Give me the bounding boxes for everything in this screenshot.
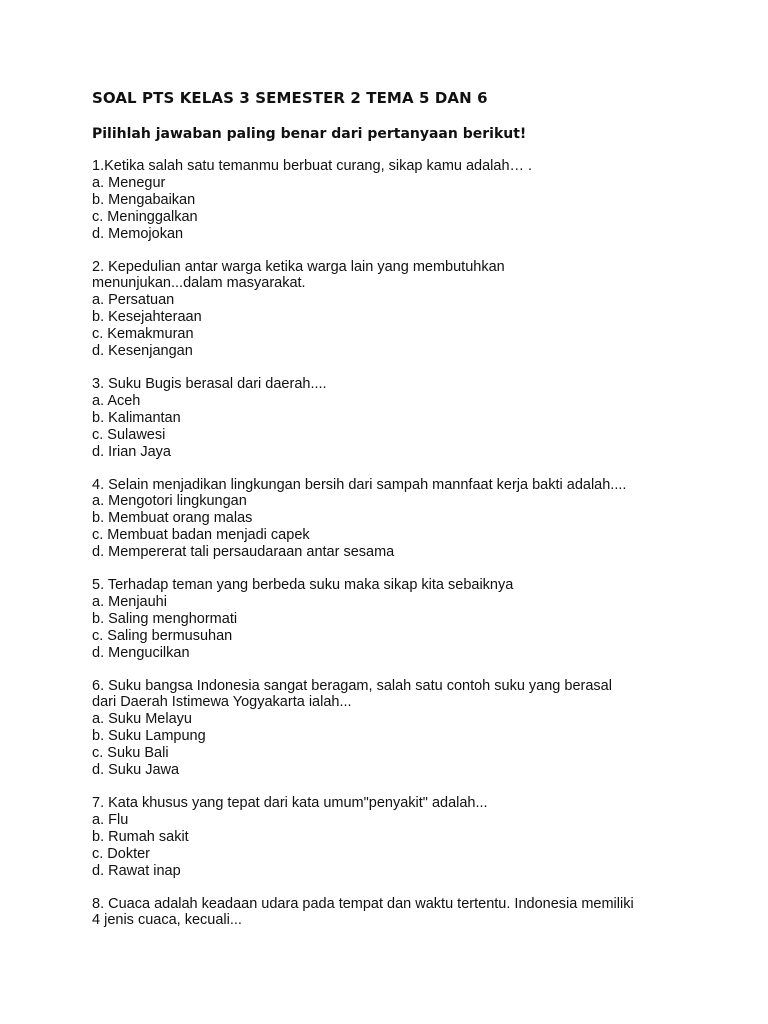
- option-b: b. Kalimantan: [92, 409, 181, 426]
- question-text: 7. Kata khusus yang tepat dari kata umum"penyakit" adalah...: [92, 795, 488, 811]
- option-c: c. Membuat badan menjadi capek: [92, 527, 310, 544]
- question-item: [92, 477, 728, 562]
- option-list: [92, 711, 728, 779]
- question-item: [92, 259, 728, 360]
- question-list: [92, 158, 728, 929]
- option-list: [92, 393, 728, 461]
- option-a: a. Menegur: [92, 174, 166, 191]
- page-title: SOAL PTS KELAS 3 SEMESTER 2 TEMA 5 DAN 6: [92, 89, 488, 107]
- option-b: b. Kesejahteraan: [92, 309, 202, 326]
- question-text: 3. Suku Bugis berasal dari daerah....: [92, 375, 327, 392]
- question-text: 8. Cuaca adalah keadaan udara pada tempat dan waktu tertentu. Indonesia memiliki 4 jenis cuaca, kecuali...: [92, 895, 634, 929]
- option-d: d. Rawat inap: [92, 862, 181, 879]
- option-a: a. Persatuan: [92, 292, 175, 309]
- question-text: 2. Kepedulian antar warga ketika warga lain yang membutuhkan menunjukan...dalam masyarakat.: [92, 258, 505, 292]
- question-item: [92, 577, 728, 662]
- option-b: b. Rumah sakit: [92, 828, 189, 845]
- question-text: 4. Selain menjadikan lingkungan bersih dari sampah mannfaat kerja bakti adalah....: [92, 476, 627, 493]
- question-text: 5. Terhadap teman yang berbeda suku maka sikap kita sebaiknya: [92, 577, 514, 594]
- question-item: [92, 678, 728, 779]
- option-a: a. Menjauhi: [92, 593, 167, 610]
- option-list: [92, 812, 728, 880]
- option-a: a. Suku Melayu: [92, 711, 192, 728]
- option-list: [92, 175, 728, 243]
- instruction-text: Pilihlah jawaban paling benar dari pertanyaan berikut!: [92, 126, 527, 142]
- question-text: 6. Suku bangsa Indonesia sangat beragam, salah satu contoh suku yang berasal dari Daerah Istimewa Yogyakarta ialah...: [92, 677, 612, 711]
- option-list: [92, 594, 728, 662]
- question-item: [92, 158, 728, 243]
- question-item: [92, 376, 728, 461]
- option-d: d. Suku Jawa: [92, 762, 180, 779]
- option-a: a. Flu: [92, 811, 129, 828]
- option-list: [92, 292, 728, 360]
- question-item: [92, 795, 728, 880]
- question-item: [92, 896, 728, 930]
- option-a: a. Aceh: [92, 392, 141, 409]
- option-d: d. Irian Jaya: [92, 443, 171, 460]
- option-c: c. Dokter: [92, 845, 151, 862]
- option-c: c. Suku Bali: [92, 745, 169, 762]
- option-c: c. Saling bermusuhan: [92, 627, 233, 644]
- option-b: b. Membuat orang malas: [92, 510, 253, 527]
- option-a: a. Mengotori lingkungan: [92, 493, 247, 510]
- option-c: c. Sulawesi: [92, 426, 166, 443]
- option-list: [92, 493, 728, 561]
- option-b: b. Saling menghormati: [92, 610, 238, 627]
- option-b: b. Suku Lampung: [92, 728, 206, 745]
- option-d: d. Mempererat tali persaudaraan antar sesama: [92, 544, 395, 561]
- option-c: c. Meninggalkan: [92, 208, 198, 225]
- option-c: c. Kemakmuran: [92, 326, 194, 343]
- option-d: d. Mengucilkan: [92, 644, 190, 661]
- question-text: 1.Ketika salah satu temanmu berbuat curang, sikap kamu adalah… .: [92, 158, 533, 174]
- option-d: d. Memojokan: [92, 225, 184, 242]
- option-d: d. Kesenjangan: [92, 343, 193, 360]
- option-b: b. Mengabaikan: [92, 191, 196, 208]
